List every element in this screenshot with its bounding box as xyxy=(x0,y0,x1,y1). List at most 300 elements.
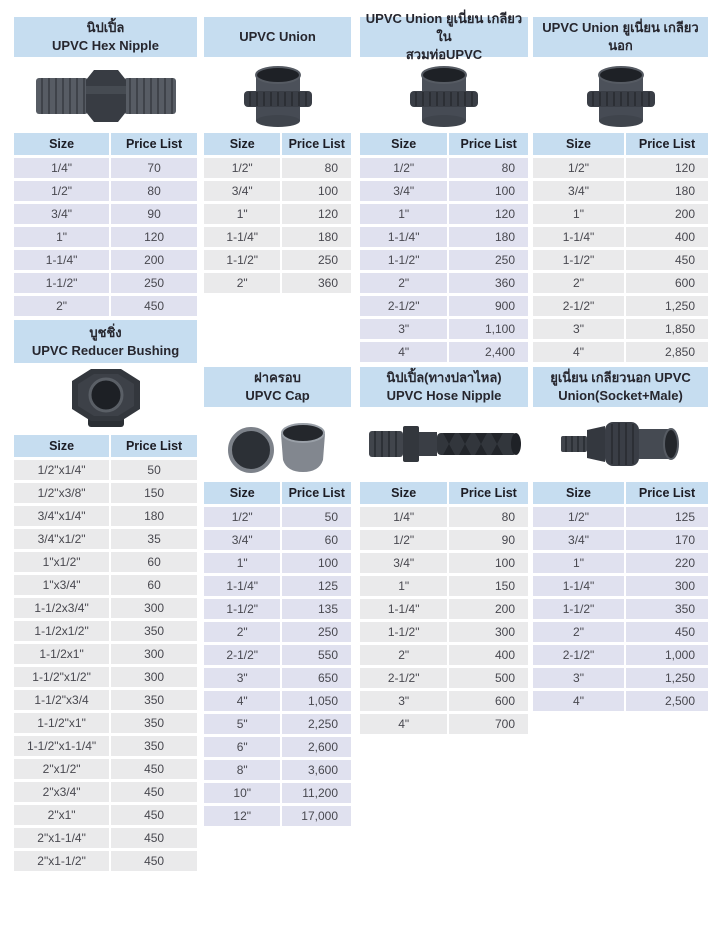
price-cell: 500 xyxy=(449,668,528,688)
column-4 xyxy=(533,0,708,934)
price-cell: 400 xyxy=(449,645,528,665)
size-cell: 3/4" xyxy=(360,553,447,573)
table-row xyxy=(533,273,708,293)
table-row xyxy=(533,158,708,178)
column-2 xyxy=(204,0,351,934)
price-cell: 1,000 xyxy=(626,645,708,665)
size-cell: 1/4" xyxy=(14,158,109,178)
table-hose-nipple xyxy=(360,507,528,737)
price-cell: 150 xyxy=(449,576,528,596)
table-header-union-male xyxy=(533,133,708,155)
size-cell: 2-1/2" xyxy=(204,645,280,665)
size-cell: 1" xyxy=(360,204,447,224)
size-cell: 1-1/2x3/4" xyxy=(14,598,109,618)
table-header-union xyxy=(204,133,351,155)
table-header-union-socket-male xyxy=(533,482,708,504)
price-cell: 200 xyxy=(449,599,528,619)
size-cell: 1/4" xyxy=(360,507,447,527)
table-row xyxy=(14,736,197,756)
table-row xyxy=(360,204,528,224)
size-cell: 1" xyxy=(14,227,109,247)
price-cell: 600 xyxy=(449,691,528,711)
size-cell: 1-1/2" xyxy=(204,599,280,619)
title-line-en: UPVC Cap xyxy=(245,388,310,403)
table-row xyxy=(14,296,197,316)
size-cell: 1-1/2" xyxy=(360,622,447,642)
table-header-cap xyxy=(204,482,351,504)
price-cell: 180 xyxy=(111,506,197,526)
size-header: Size xyxy=(14,133,109,155)
price-cell: 300 xyxy=(111,667,197,687)
table-row xyxy=(204,158,351,178)
table-row xyxy=(14,782,197,802)
table-row xyxy=(360,250,528,270)
size-cell: 1-1/2" xyxy=(533,599,624,619)
table-row xyxy=(204,553,351,573)
size-cell: 2-1/2" xyxy=(533,296,624,316)
title-line-thai: บูชชิ่ง xyxy=(89,324,122,340)
price-cell: 1,850 xyxy=(626,319,708,339)
price-cell: 125 xyxy=(626,507,708,527)
table-row xyxy=(14,667,197,687)
hex-nipple-photo xyxy=(14,60,197,130)
table-row xyxy=(204,576,351,596)
size-cell: 1-1/2" xyxy=(204,250,280,270)
size-header: Size xyxy=(204,133,280,155)
table-row xyxy=(360,181,528,201)
size-cell: 1"x3/4" xyxy=(14,575,109,595)
table-row xyxy=(360,319,528,339)
price-cell: 90 xyxy=(449,530,528,550)
title-line-en: UPVC Reducer Bushing xyxy=(31,342,180,358)
size-cell: 2"x3/4" xyxy=(14,782,109,802)
price-cell: 1,250 xyxy=(626,668,708,688)
size-cell: 8" xyxy=(204,760,280,780)
size-cell: 1-1/4" xyxy=(14,250,109,270)
table-row xyxy=(204,622,351,642)
title-line-thai: ยูเนี่ยน เกลียวนอก UPVC xyxy=(550,370,691,385)
product-title-union xyxy=(204,17,351,57)
price-header: Price List xyxy=(626,133,708,155)
price-cell: 120 xyxy=(111,227,197,247)
size-header: Size xyxy=(14,435,109,457)
price-cell: 900 xyxy=(449,296,528,316)
table-row xyxy=(14,759,197,779)
union-male-photo xyxy=(533,60,708,130)
price-cell: 50 xyxy=(111,460,197,480)
product-title-cap xyxy=(204,367,351,407)
price-cell: 120 xyxy=(449,204,528,224)
table-hex-nipple xyxy=(14,158,197,319)
price-cell: 50 xyxy=(282,507,351,527)
table-row xyxy=(360,599,528,619)
size-cell: 10" xyxy=(204,783,280,803)
size-cell: 3" xyxy=(204,668,280,688)
table-row xyxy=(360,691,528,711)
table-row xyxy=(204,181,351,201)
price-cell: 80 xyxy=(449,507,528,527)
size-cell: 2-1/2" xyxy=(360,296,447,316)
size-cell: 1-1/2x1" xyxy=(14,644,109,664)
table-row xyxy=(204,273,351,293)
size-cell: 4" xyxy=(360,714,447,734)
table-row xyxy=(533,319,708,339)
price-header: Price List xyxy=(626,482,708,504)
size-cell: 1-1/2"x1/2" xyxy=(14,667,109,687)
table-row xyxy=(533,668,708,688)
price-cell: 450 xyxy=(111,296,197,316)
size-cell: 4" xyxy=(533,342,624,362)
price-cell: 300 xyxy=(449,622,528,642)
table-row xyxy=(533,599,708,619)
price-cell: 125 xyxy=(282,576,351,596)
size-cell: 2-1/2" xyxy=(533,645,624,665)
table-row xyxy=(14,598,197,618)
size-cell: 1" xyxy=(204,553,280,573)
size-cell: 3/4" xyxy=(533,530,624,550)
product-title-hose-nipple xyxy=(360,367,528,407)
product-title-union-female xyxy=(360,11,528,62)
size-header: Size xyxy=(360,133,447,155)
title-line-en: สวมท่อUPVC xyxy=(405,47,483,62)
size-cell: 1/2" xyxy=(360,158,447,178)
size-cell: 3/4" xyxy=(360,181,447,201)
price-cell: 400 xyxy=(626,227,708,247)
table-row xyxy=(204,783,351,803)
table-row xyxy=(14,851,197,871)
size-cell: 1-1/2" xyxy=(14,273,109,293)
price-cell: 200 xyxy=(626,204,708,224)
size-cell: 1" xyxy=(204,204,280,224)
size-cell: 2"x1" xyxy=(14,805,109,825)
size-cell: 2" xyxy=(533,273,624,293)
price-cell: 100 xyxy=(282,181,351,201)
column-1 xyxy=(14,0,197,934)
table-header-hose-nipple xyxy=(360,482,528,504)
price-cell: 135 xyxy=(282,599,351,619)
table-header-hex-nipple xyxy=(14,133,197,155)
union-photo xyxy=(204,60,351,130)
price-cell: 360 xyxy=(449,273,528,293)
price-cell: 350 xyxy=(111,736,197,756)
size-cell: 1-1/4" xyxy=(360,227,447,247)
table-union xyxy=(204,158,351,296)
price-cell: 250 xyxy=(111,273,197,293)
size-cell: 1-1/4" xyxy=(204,576,280,596)
price-cell: 600 xyxy=(626,273,708,293)
hose-nipple-photo xyxy=(360,410,528,478)
price-cell: 350 xyxy=(111,713,197,733)
table-row xyxy=(14,805,197,825)
title-line-thai: นิปเปิ้ล xyxy=(86,20,125,35)
size-cell: 2" xyxy=(204,273,280,293)
size-cell: 3" xyxy=(360,691,447,711)
price-cell: 700 xyxy=(449,714,528,734)
title-line-thai: UPVC Union ยูเนี่ยน เกลียวนอก xyxy=(542,20,699,53)
table-row xyxy=(204,691,351,711)
size-cell: 12" xyxy=(204,806,280,826)
table-row xyxy=(14,644,197,664)
price-header: Price List xyxy=(282,482,351,504)
table-row xyxy=(360,576,528,596)
size-cell: 3" xyxy=(360,319,447,339)
table-row xyxy=(533,181,708,201)
table-row xyxy=(360,645,528,665)
table-row xyxy=(14,273,197,293)
table-row xyxy=(533,645,708,665)
table-row xyxy=(14,506,197,526)
price-cell: 350 xyxy=(111,621,197,641)
table-union-male xyxy=(533,158,708,365)
price-cell: 100 xyxy=(282,553,351,573)
price-cell: 11,200 xyxy=(282,783,351,803)
price-cell: 170 xyxy=(626,530,708,550)
price-cell: 2,400 xyxy=(449,342,528,362)
size-cell: 2" xyxy=(204,622,280,642)
size-cell: 6" xyxy=(204,737,280,757)
table-row xyxy=(204,806,351,826)
cap-photo xyxy=(204,410,351,478)
price-cell: 70 xyxy=(111,158,197,178)
table-header-reducer-bushing xyxy=(14,435,197,457)
price-cell: 200 xyxy=(111,250,197,270)
table-row xyxy=(14,552,197,572)
title-line-en: UPVC Hex Nipple xyxy=(52,38,159,53)
size-cell: 1/2" xyxy=(204,507,280,527)
table-row xyxy=(14,181,197,201)
size-cell: 1"x1/2" xyxy=(14,552,109,572)
size-header: Size xyxy=(360,482,447,504)
price-cell: 100 xyxy=(449,553,528,573)
title-line-en: UPVC Union xyxy=(239,29,316,44)
title-line-en: UPVC Hose Nipple xyxy=(386,388,502,403)
size-cell: 2"x1/2" xyxy=(14,759,109,779)
title-line-en: Union(Socket+Male) xyxy=(558,388,683,403)
size-cell: 3/4"x1/4" xyxy=(14,506,109,526)
price-cell: 180 xyxy=(626,181,708,201)
table-row xyxy=(360,296,528,316)
table-row xyxy=(14,828,197,848)
price-header: Price List xyxy=(111,133,197,155)
table-row xyxy=(204,599,351,619)
table-union-female xyxy=(360,158,528,365)
size-cell: 3/4" xyxy=(204,181,280,201)
table-row xyxy=(533,296,708,316)
price-cell: 60 xyxy=(282,530,351,550)
table-row xyxy=(204,668,351,688)
size-cell: 1" xyxy=(360,576,447,596)
table-row xyxy=(14,713,197,733)
price-cell: 17,000 xyxy=(282,806,351,826)
table-row xyxy=(533,507,708,527)
size-cell: 1/2" xyxy=(533,507,624,527)
size-cell: 1/2"x3/8" xyxy=(14,483,109,503)
size-cell: 1" xyxy=(533,553,624,573)
title-line-thai: นิปเปิ้ล(ทางปลาไหล) xyxy=(386,370,502,385)
price-cell: 80 xyxy=(111,181,197,201)
price-cell: 350 xyxy=(111,690,197,710)
size-cell: 3/4" xyxy=(204,530,280,550)
table-row xyxy=(360,342,528,362)
price-header: Price List xyxy=(111,435,197,457)
price-cell: 60 xyxy=(111,552,197,572)
size-cell: 1-1/4" xyxy=(533,227,624,247)
price-cell: 350 xyxy=(626,599,708,619)
price-cell: 180 xyxy=(282,227,351,247)
size-cell: 2-1/2" xyxy=(360,668,447,688)
table-row xyxy=(360,622,528,642)
size-cell: 1/2" xyxy=(14,181,109,201)
product-title-union-male xyxy=(533,17,708,57)
table-row xyxy=(14,460,197,480)
size-cell: 2" xyxy=(360,273,447,293)
table-row xyxy=(360,273,528,293)
price-cell: 650 xyxy=(282,668,351,688)
table-row xyxy=(204,760,351,780)
table-row xyxy=(14,690,197,710)
table-row xyxy=(14,158,197,178)
price-header: Price List xyxy=(449,133,528,155)
size-cell: 1-1/2" xyxy=(360,250,447,270)
price-cell: 250 xyxy=(449,250,528,270)
price-cell: 60 xyxy=(111,575,197,595)
table-row xyxy=(533,576,708,596)
union-female-photo xyxy=(360,60,528,130)
table-row xyxy=(533,342,708,362)
price-cell: 1,050 xyxy=(282,691,351,711)
table-row xyxy=(204,204,351,224)
price-cell: 2,500 xyxy=(626,691,708,711)
size-cell: 1" xyxy=(533,204,624,224)
table-row xyxy=(204,250,351,270)
table-union-socket-male xyxy=(533,507,708,714)
size-cell: 1-1/4" xyxy=(533,576,624,596)
table-row xyxy=(360,158,528,178)
table-row xyxy=(14,529,197,549)
price-cell: 2,250 xyxy=(282,714,351,734)
size-cell: 3/4"x1/2" xyxy=(14,529,109,549)
price-cell: 300 xyxy=(111,644,197,664)
table-row xyxy=(533,204,708,224)
table-row xyxy=(14,621,197,641)
size-cell: 2" xyxy=(14,296,109,316)
table-row xyxy=(14,483,197,503)
size-cell: 4" xyxy=(360,342,447,362)
column-3 xyxy=(360,0,528,934)
price-cell: 300 xyxy=(626,576,708,596)
price-cell: 450 xyxy=(111,782,197,802)
size-cell: 3/4" xyxy=(533,181,624,201)
size-cell: 1-1/2" xyxy=(533,250,624,270)
table-header-union-female xyxy=(360,133,528,155)
title-line-thai: UPVC Union ยูเนี่ยน เกลียวใน xyxy=(365,11,523,44)
table-row xyxy=(14,250,197,270)
size-cell: 4" xyxy=(204,691,280,711)
size-cell: 4" xyxy=(533,691,624,711)
union-socket-male-photo xyxy=(533,410,708,478)
table-row xyxy=(533,691,708,711)
table-row xyxy=(360,714,528,734)
price-header: Price List xyxy=(282,133,351,155)
table-row xyxy=(360,227,528,247)
price-cell: 100 xyxy=(449,181,528,201)
table-row xyxy=(360,553,528,573)
price-cell: 80 xyxy=(282,158,351,178)
price-cell: 450 xyxy=(111,851,197,871)
price-cell: 550 xyxy=(282,645,351,665)
size-cell: 1/2"x1/4" xyxy=(14,460,109,480)
size-cell: 2" xyxy=(533,622,624,642)
table-row xyxy=(360,530,528,550)
price-cell: 3,600 xyxy=(282,760,351,780)
reducer-bushing-photo xyxy=(14,366,197,432)
product-title-union-socket-male xyxy=(533,367,708,407)
table-row xyxy=(204,737,351,757)
price-cell: 450 xyxy=(111,828,197,848)
size-cell: 1-1/4" xyxy=(204,227,280,247)
size-cell: 1-1/2"x1-1/4" xyxy=(14,736,109,756)
size-header: Size xyxy=(204,482,280,504)
price-cell: 360 xyxy=(282,273,351,293)
table-row xyxy=(360,668,528,688)
size-cell: 2"x1-1/4" xyxy=(14,828,109,848)
price-cell: 150 xyxy=(111,483,197,503)
size-header: Size xyxy=(533,133,624,155)
size-cell: 5" xyxy=(204,714,280,734)
price-cell: 450 xyxy=(626,622,708,642)
size-cell: 2" xyxy=(360,645,447,665)
table-row xyxy=(533,553,708,573)
size-cell: 1-1/2x1/2" xyxy=(14,621,109,641)
price-cell: 120 xyxy=(626,158,708,178)
size-cell: 1/2" xyxy=(204,158,280,178)
size-cell: 3/4" xyxy=(14,204,109,224)
table-row xyxy=(533,250,708,270)
price-cell: 250 xyxy=(282,622,351,642)
table-cap xyxy=(204,507,351,829)
price-cell: 450 xyxy=(626,250,708,270)
product-title-reducer-bushing xyxy=(14,320,197,363)
price-cell: 180 xyxy=(449,227,528,247)
table-row xyxy=(204,227,351,247)
title-line-thai: ฝาครอบ xyxy=(254,370,301,385)
size-cell: 3" xyxy=(533,319,624,339)
table-row xyxy=(204,645,351,665)
price-cell: 2,850 xyxy=(626,342,708,362)
size-header: Size xyxy=(533,482,624,504)
size-cell: 1-1/4" xyxy=(360,599,447,619)
size-cell: 2"x1-1/2" xyxy=(14,851,109,871)
size-cell: 1/2" xyxy=(533,158,624,178)
table-row xyxy=(533,622,708,642)
table-row xyxy=(204,530,351,550)
price-cell: 35 xyxy=(111,529,197,549)
price-cell: 300 xyxy=(111,598,197,618)
price-cell: 220 xyxy=(626,553,708,573)
table-row xyxy=(14,575,197,595)
size-cell: 1-1/2"x1" xyxy=(14,713,109,733)
price-cell: 90 xyxy=(111,204,197,224)
price-cell: 80 xyxy=(449,158,528,178)
table-row xyxy=(533,530,708,550)
size-cell: 1/2" xyxy=(360,530,447,550)
table-row xyxy=(204,507,351,527)
price-cell: 120 xyxy=(282,204,351,224)
price-cell: 450 xyxy=(111,759,197,779)
size-cell: 1-1/2"x3/4 xyxy=(14,690,109,710)
table-reducer-bushing xyxy=(14,460,197,874)
table-row xyxy=(14,204,197,224)
